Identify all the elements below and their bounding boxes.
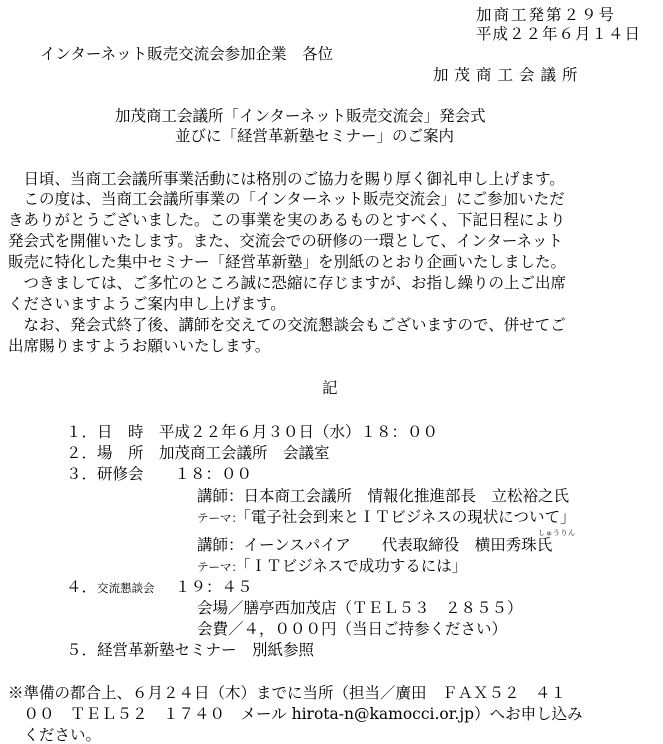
item-4-time: １９：４５ bbox=[175, 578, 253, 596]
item-place: ２．場 所 加茂商工会議所 会議室 bbox=[66, 444, 330, 462]
title-line-2: 並びに「経営革新塾セミナー」のご案内 bbox=[175, 127, 455, 145]
body-line: つきましては、ご多忙のところ誠に恐縮に存じますが、お指し繰りの上ご出席 bbox=[8, 274, 567, 292]
note-line: ください。 bbox=[8, 726, 102, 744]
theme-2-text: 「ＩＴビジネスで成功するには」 bbox=[243, 557, 468, 575]
theme-1 bbox=[197, 510, 575, 526]
item-4-number: ４． bbox=[66, 578, 98, 596]
document-number: 加商工発第２９号 bbox=[476, 6, 617, 24]
sender: 加茂商工会議所 bbox=[433, 66, 584, 84]
theme-2 bbox=[197, 559, 467, 575]
item-social bbox=[66, 580, 253, 596]
item-seminar-reference: ５．経営革新塾セミナー 別紙参照 bbox=[66, 641, 315, 659]
title-line-1: 加茂商工会議所「インターネット販売交流会」発会式 bbox=[115, 107, 486, 125]
furigana: しゅうりん bbox=[538, 529, 576, 537]
note-line: ００ ＴＥＬ５２ １７４０ メール hirota-n@kamocci.or.jp）へお申し込み bbox=[8, 705, 583, 723]
social-venue: 会場／膳亭西加茂店（ＴＥＬ５３ ２８５５） bbox=[197, 599, 523, 617]
social-fee: 会費／４，０００円（当日ご持参ください） bbox=[197, 620, 508, 638]
body-line: くださいますようご案内申し上げます。 bbox=[8, 295, 286, 313]
body-line: この度は、当商工会議所事業の「インターネット販売交流会」にご参加いただ bbox=[8, 190, 565, 208]
lecturer-1: 講師：日本商工会議所 情報化推進部長 立松裕之氏 bbox=[197, 487, 570, 505]
body-line: 出席賜りますようお願いいたします。 bbox=[8, 337, 271, 355]
lecturer-2: 講師：イーンスパイア 代表取締役 横田秀珠氏 bbox=[197, 536, 553, 554]
body-line: 日頃、当商工会議所事業活動には格別のご協力を賜り厚く御礼申し上げます。 bbox=[8, 170, 565, 188]
theme-1-text: 「電子社会到来とＩＴビジネスの現状について」 bbox=[243, 508, 576, 526]
body-line: なお、発会式終了後、講師を交えての交流懇談会もございますので、併せてご bbox=[8, 316, 566, 334]
recipient: インターネット販売交流会参加企業 各位 bbox=[40, 45, 334, 63]
note-line: ※準備の都合上、６月２４日（木）までに当所（担当／廣田 ＦＡＸ５２ ４１ bbox=[8, 684, 567, 702]
ki-heading: 記 bbox=[322, 379, 338, 397]
body-line: 発会式を開催いたします。また、交流会での研修の一環として、インターネット bbox=[8, 232, 564, 250]
item-date-time: １．日 時 平成２２年６月３０日（水）１８：００ bbox=[66, 423, 439, 441]
item-4-label: 交流懇談会 bbox=[97, 581, 155, 595]
body-line: きありがとうございました。この事業を実のあるものとすべく、下記日程により bbox=[8, 211, 566, 229]
body-line: 販売に特化した集中セミナー「経営革新塾」を別紙のとおり企画いたしました。 bbox=[8, 253, 567, 271]
document-date: 平成２２年６月１４日 bbox=[476, 25, 642, 43]
theme-label: テーマ： bbox=[197, 511, 243, 525]
theme-label: テーマ： bbox=[197, 560, 243, 574]
item-seminar: ３．研修会 １８：００ bbox=[66, 465, 253, 483]
